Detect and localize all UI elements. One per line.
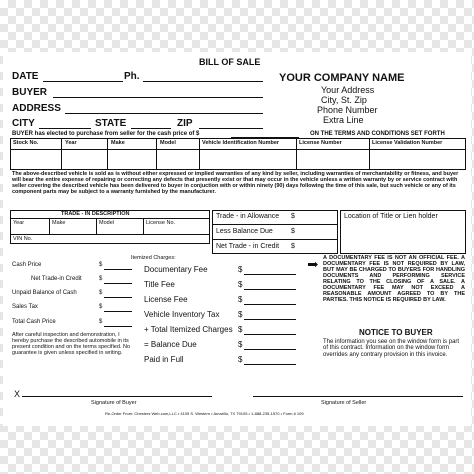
trade-col-divider [49,218,50,234]
company-name: YOUR COMPANY NAME [279,72,405,84]
net-trade-credit-label: Net Trade-in Credit [31,276,82,282]
itemized-header: Itemized Charges: [131,255,176,261]
total-cash-amount[interactable] [104,326,132,327]
terms-text: ON THE TERMS AND CONDITIONS SET FORTH [310,131,445,137]
dollar-sign: $ [238,325,243,334]
buyer-signature-line[interactable] [22,396,212,397]
state-label: STATE [95,118,127,129]
col-license-validation: License Validation Number [372,140,443,146]
title-fee-amount[interactable] [244,289,296,290]
warranty-disclaimer: The above-described vehicle is sold as is without either expressed or implied warranties of any kind by seller, including warranties of merchantability or fitness, and buyer will bear the entire expense of repairing or correcting any defects that presently exist or that may occur in the vehicle unless a written warranty by or service contract with seller covering the described vehicle has been delivered to buyer in conjuction with or within ninety (90) days following the time of this sale, but such vehicle or any of its component parts may be subject to a warranty furnished by the manufacturer. [12,171,459,195]
seller-signature-line[interactable] [253,396,463,397]
trade-col-year: Year [13,220,25,226]
documentary-fee-notice: A DOCUMENTARY FEE IS NOT AN OFFICIAL FEE. A DOCUMENTARY FEE IS NOT REQUIRED BY LAW, BUT MAY BE CHARGED TO BUYERS FOR HANDLING DOCUMENTS AND PERFORMING SERVICE RELATING TO THE CLOSING OF A SALE. A DOCUMENTARY FEE MAY NOT EXCEED A REASONABLE AMOUNT AGREED TO BY THE PARTIES. THIS NOTICE IS REQUIRED BY LAW. [323,255,465,303]
col-divider [369,138,370,170]
buyer-line[interactable] [53,97,263,98]
total-cash-label: Total Cash Price [12,319,56,325]
date-line[interactable] [43,81,123,82]
seller-signature-label: Signature of Seller [321,400,367,406]
sales-tax-amount[interactable] [104,311,132,312]
license-fee-label: License Fee [144,295,188,304]
dollar-sign: $ [238,265,243,274]
dollar-sign: $ [238,310,243,319]
dollar-sign: $ [238,295,243,304]
license-fee-amount[interactable] [244,304,296,305]
reorder-footer: Re-Order From: Chesters Web.com,LLC • 4105 S. Western • Amarillo, TX 79105 • 1-888-235-1570 • Form # 109 [105,411,304,416]
city-label: CITY [12,118,35,129]
paid-in-full-amount[interactable] [244,364,296,365]
documentary-fee-label: Documentary Fee [144,265,208,274]
company-address: Your Address [321,85,375,95]
col-divider [199,138,200,170]
col-stock: Stock No. [13,140,39,146]
paid-in-full-label: Paid in Full [144,355,184,364]
dollar-sign: $ [291,213,295,220]
trade-in-divider [10,218,210,219]
total-itemized-label: + Total Itemized Charges [144,325,233,334]
trade-in-header: TRADE - IN DESCRIPTION [61,211,130,217]
total-itemized-amount[interactable] [244,334,296,335]
allowance-divider [212,239,338,240]
col-license: License Number [299,140,342,146]
phone-label: Ph. [124,71,140,82]
dollar-sign: $ [99,290,103,296]
trade-vin-label: VIN No. [13,236,33,242]
net-trade-label: Net Trade - in Credit [216,243,280,250]
trade-allowance-label: Trade - in Allowance [216,213,280,220]
trade-col-make: Make [52,220,66,226]
trade-col-license: License No. [146,220,176,226]
unpaid-balance-amount[interactable] [104,297,132,298]
col-year: Year [65,140,77,146]
trade-in-divider [10,234,210,235]
address-label: ADDRESS [12,103,61,114]
documentary-fee-amount[interactable] [244,274,296,275]
dollar-sign: $ [291,228,295,235]
dollar-sign: $ [238,355,243,364]
col-model: Model [160,140,176,146]
trade-col-divider [96,218,97,234]
col-divider [107,138,108,170]
col-make: Make [111,140,125,146]
zip-line[interactable] [199,128,263,129]
pointing-hand-icon [307,256,319,274]
sales-tax-label: Sales Tax [12,304,38,310]
dollar-sign: $ [238,340,243,349]
form-title: BILL OF SALE [199,57,261,67]
net-trade-amount[interactable] [104,283,132,284]
allowance-divider [212,224,338,225]
col-divider [296,138,297,170]
buyer-label: BUYER [12,87,48,98]
trade-col-model: Model [99,220,114,226]
election-text: BUYER has elected to purchase from seller for the cash price of $ [12,131,200,137]
inventory-tax-label: Vehicle Inventory Tax [144,310,220,319]
phone-line[interactable] [143,81,263,82]
bill-of-sale-form [3,52,471,426]
signature-x: X [14,389,21,399]
title-fee-label: Title Fee [144,280,175,289]
company-extra: Extra Line [323,115,364,125]
col-divider [61,138,62,170]
inventory-tax-amount[interactable] [244,319,296,320]
dollar-sign: $ [99,262,103,268]
cash-price-amount[interactable] [104,269,132,270]
city-line[interactable] [39,128,91,129]
balance-due-amount[interactable] [244,349,296,350]
cash-price-label: Cash Price [12,262,42,268]
trade-col-divider [143,218,144,234]
balance-due-label: = Balance Due [144,340,197,349]
address-line[interactable] [65,113,263,114]
less-balance-label: Less Balance Due [216,228,273,235]
zip-label: ZIP [177,118,193,129]
dollar-sign: $ [99,276,103,282]
col-divider [156,138,157,170]
dollar-sign: $ [99,319,103,325]
purchase-statement: After careful inspection and demonstration, I hereby purchase the described automobile in its present condition and on the terms specified. No guarantee is given unless specified in writing. [12,332,131,356]
date-label: DATE [12,71,39,82]
dollar-sign: $ [291,243,295,250]
company-phone: Phone Number [317,105,378,115]
col-vin: Vehicle Identification Number [202,140,280,146]
state-line[interactable] [131,128,171,129]
title-location-label: Location of Title or Lien holder [344,213,438,220]
notice-text: The information you see on the window form is part of this contract. Information on the window form overrides any contrary provision in this invoice. [323,339,460,358]
vehicle-table-divider [10,149,466,150]
dollar-sign: $ [238,280,243,289]
company-city: City, St. Zip [321,95,367,105]
unpaid-balance-label: Unpaid Balance of Cash [12,290,77,296]
notice-title: NOTICE TO BUYER [359,328,433,337]
dollar-sign: $ [99,304,103,310]
buyer-signature-label: Signature of Buyer [91,400,137,406]
